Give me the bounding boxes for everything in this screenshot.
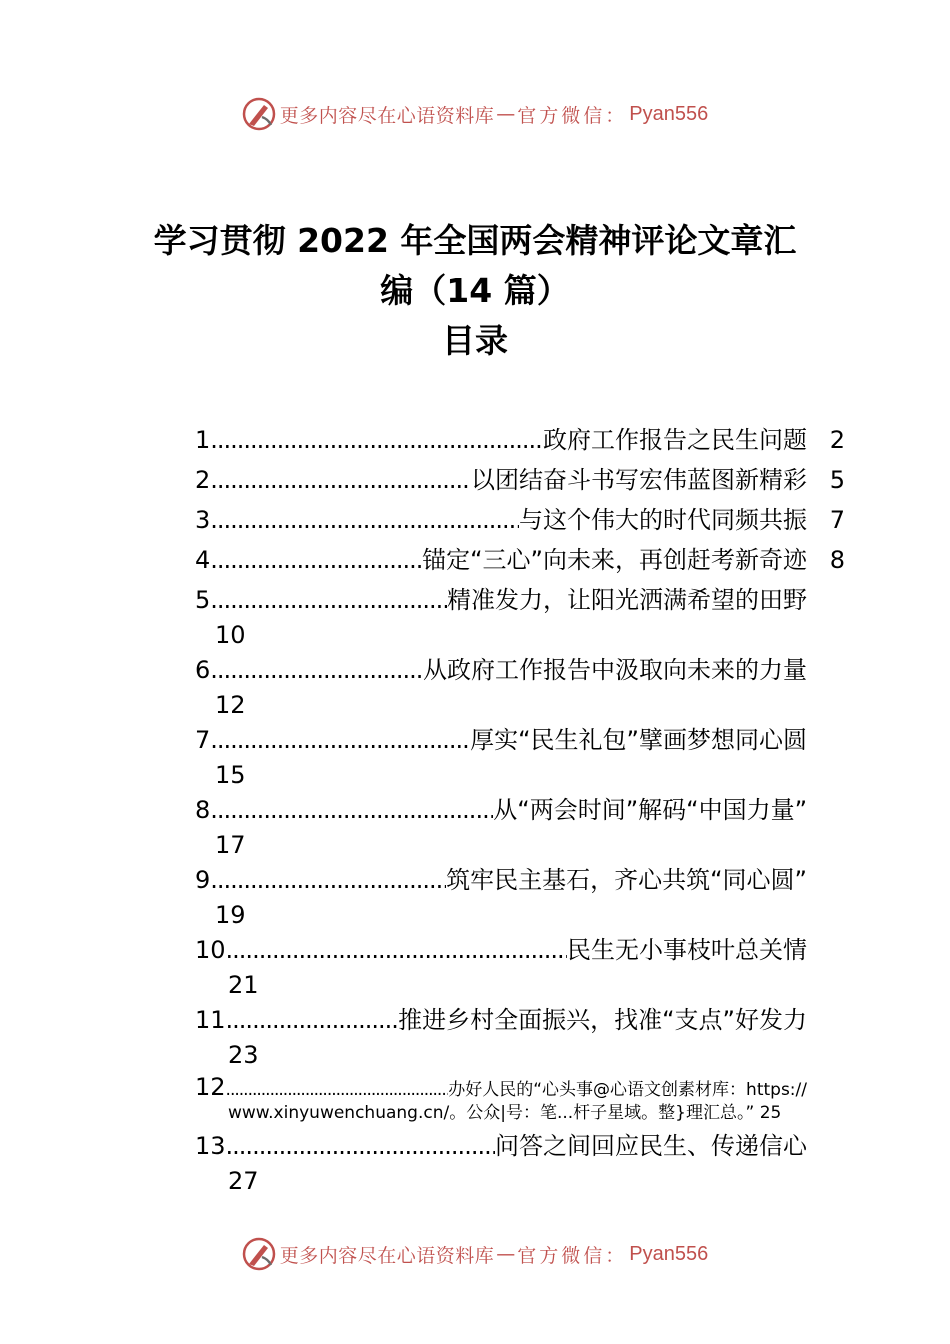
toc-title: 办好人民的“心头事@心语文创素材库：https:// <box>448 1080 807 1100</box>
toc-num: 4 <box>195 546 211 574</box>
toc-num: 2 <box>195 466 211 494</box>
watermark-dash: — <box>496 103 516 125</box>
toc-num: 5 <box>195 586 211 614</box>
header-watermark <box>0 94 950 134</box>
toc-title-continued: www.xinyuwenchuang.cn/。公众|号：笔...杆子星域。整}理汇总。” <box>228 1103 755 1123</box>
toc-page: 7 <box>829 506 845 534</box>
toc-entry-2[interactable] <box>195 460 845 500</box>
toc-leader <box>226 1126 495 1166</box>
toc-leader <box>210 860 446 900</box>
toc-heading: 目录 <box>442 321 508 360</box>
toc-entry-7[interactable] <box>195 720 845 790</box>
pen-logo-icon <box>242 1237 276 1271</box>
toc-title: 锚定“三心”向未来，再创赶考新奇迹 <box>422 546 807 574</box>
toc-page: 23 <box>228 1041 259 1069</box>
footer-watermark <box>0 1234 950 1274</box>
toc-page: 8 <box>829 546 845 574</box>
document-title <box>100 216 850 366</box>
watermark-id: Pyan556 <box>629 102 709 125</box>
toc-page: 5 <box>829 466 845 494</box>
toc-entry-11[interactable] <box>195 1000 845 1070</box>
watermark-id: Pyan556 <box>629 1242 709 1265</box>
toc-num: 7 <box>195 726 211 754</box>
toc-entry-4[interactable] <box>195 540 845 580</box>
toc-title: 筑牢民主基石，齐心共筑“同心圆” <box>446 866 807 894</box>
toc-entry-8[interactable] <box>195 790 845 860</box>
toc-title: 精准发力，让阳光洒满希望的田野 <box>447 586 807 614</box>
toc-leader <box>210 580 447 620</box>
pen-logo-icon <box>242 97 276 131</box>
toc-entry-1[interactable] <box>195 420 845 460</box>
toc-title: 政府工作报告之民生问题 <box>543 426 807 454</box>
toc-leader <box>210 420 543 460</box>
toc-page: 15 <box>215 761 246 789</box>
toc-page: 19 <box>215 901 246 929</box>
toc-page: 2 <box>829 426 845 454</box>
toc-title: 以团结奋斗书写宏伟蓝图新精彩 <box>471 466 807 494</box>
toc-entry-10[interactable] <box>195 930 845 1000</box>
toc-title: 问答之间回应民生、传递信心 <box>495 1132 807 1160</box>
toc-num: 9 <box>195 866 211 894</box>
toc-page: 10 <box>215 621 246 649</box>
toc-leader <box>210 720 470 760</box>
toc-num: 6 <box>195 656 211 684</box>
table-of-contents <box>195 420 845 1196</box>
toc-leader <box>210 540 422 580</box>
toc-num: 13 <box>195 1132 226 1160</box>
toc-leader <box>210 460 471 500</box>
toc-num: 8 <box>195 796 211 824</box>
toc-entry-9[interactable] <box>195 860 845 930</box>
toc-page: 25 <box>759 1103 782 1123</box>
watermark-text: 更多内容尽在心语资料库 <box>279 104 495 127</box>
toc-title: 推进乡村全面振兴，找准“支点”好发力 <box>398 1006 807 1034</box>
watermark-text: 更多内容尽在心语资料库 <box>279 1244 495 1267</box>
toc-title: 民生无小事枝叶总关情 <box>567 936 807 964</box>
toc-num: 11 <box>195 1006 226 1034</box>
toc-leader <box>226 930 567 970</box>
title-line-2: 编（14 篇） <box>380 271 570 310</box>
toc-num: 10 <box>195 936 226 964</box>
title-line-1: 学习贯彻 2022 年全国两会精神评论文章汇 <box>153 221 797 260</box>
toc-page: 21 <box>228 971 259 999</box>
toc-leader <box>210 790 493 830</box>
toc-leader <box>226 1000 399 1040</box>
watermark-label: 官方微信： <box>517 1244 628 1267</box>
toc-entry-13[interactable] <box>195 1126 845 1196</box>
toc-page: 17 <box>215 831 246 859</box>
toc-num: 1 <box>195 426 211 454</box>
toc-entry-3[interactable] <box>195 500 845 540</box>
toc-leader <box>210 650 423 690</box>
watermark-dash: — <box>496 1243 516 1265</box>
toc-entry-6[interactable] <box>195 650 845 720</box>
toc-entry-5[interactable] <box>195 580 845 650</box>
toc-num: 3 <box>195 506 211 534</box>
toc-page: 27 <box>228 1167 259 1195</box>
toc-title: 厚实“民生礼包”擘画梦想同心圆 <box>470 726 807 754</box>
toc-page: 12 <box>215 691 246 719</box>
toc-num: 12 <box>195 1073 226 1101</box>
toc-title: 从政府工作报告中汲取向未来的力量 <box>423 656 807 684</box>
toc-entry-12[interactable] <box>195 1070 845 1126</box>
toc-leader <box>210 500 519 540</box>
toc-title: 与这个伟大的时代同频共振 <box>519 506 807 534</box>
toc-title: 从“两会时间”解码“中国力量” <box>493 796 807 824</box>
watermark-label: 官方微信： <box>517 104 628 127</box>
